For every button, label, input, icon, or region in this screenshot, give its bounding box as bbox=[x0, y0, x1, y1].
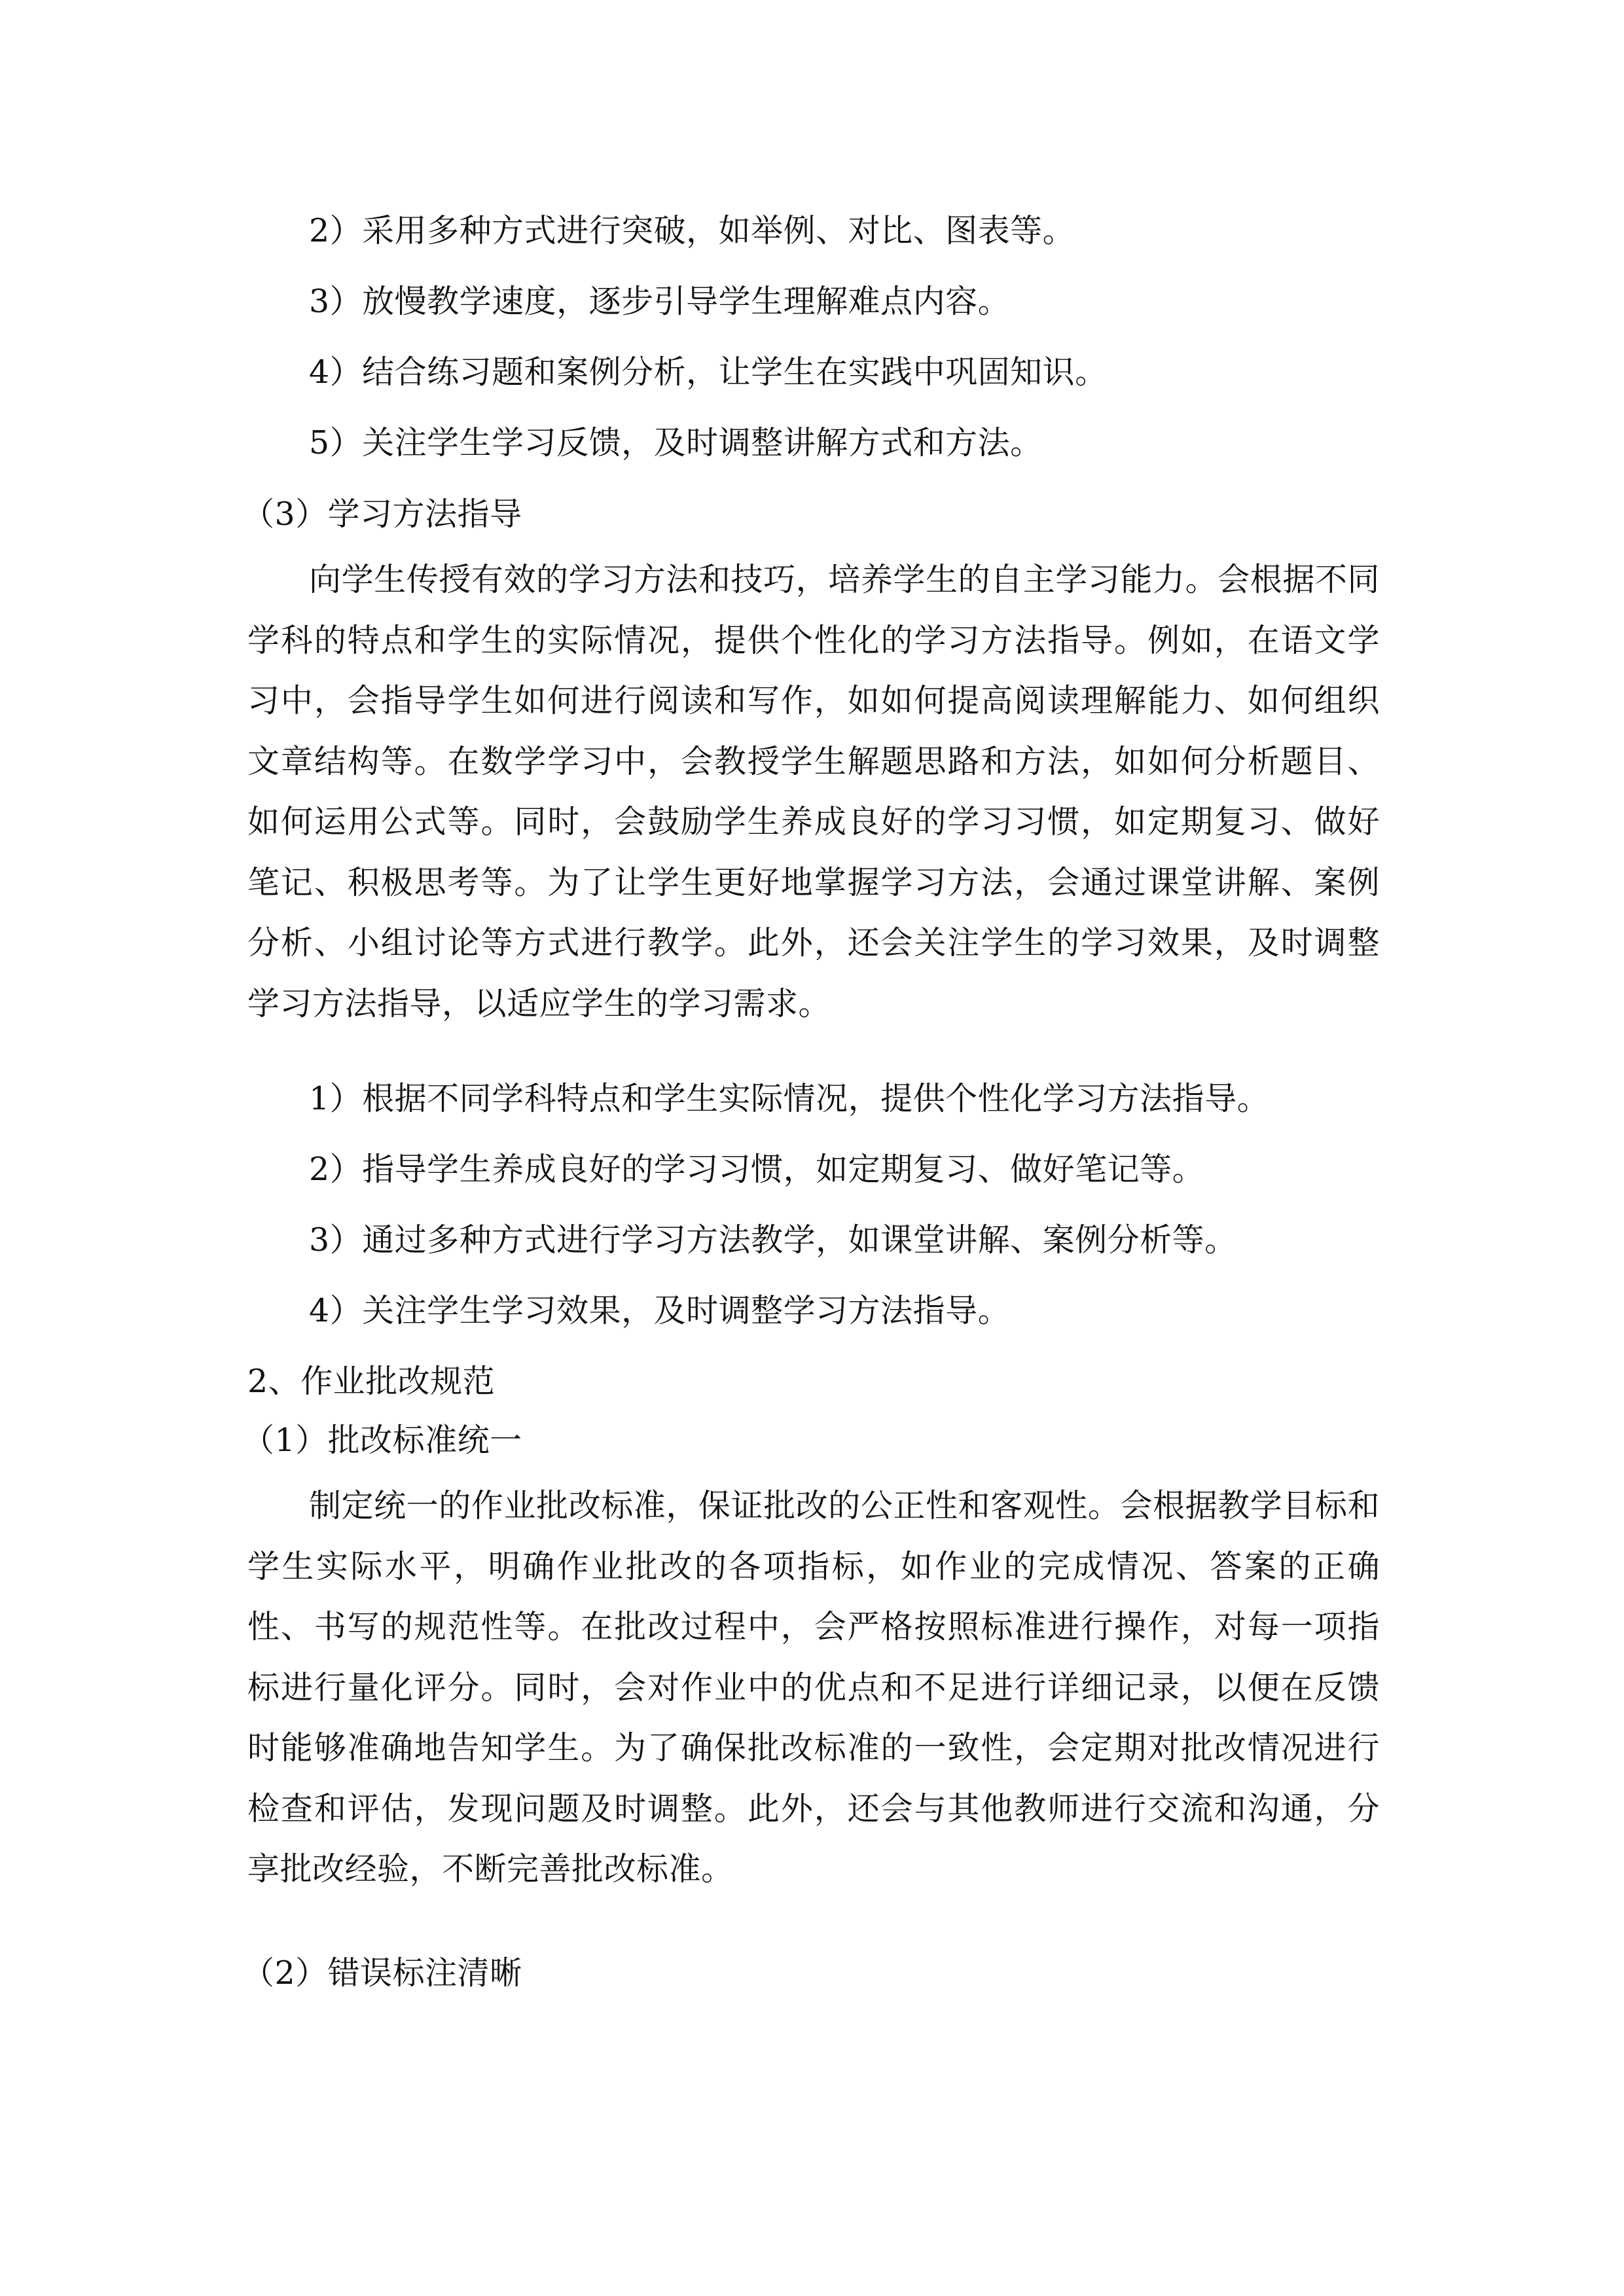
paragraph-text: 向学生传授有效的学习方法和技巧，培养学生的自主学习能力。会根据不同学科的特点和学生的实际情况，提供个性化的学习方法指导。例如，在语文学习中，会指导学生如何进行阅读和写作，如如何提高阅读理解能力、如何组织文章结构等。在数学学习中，会教授学生解题思路和方法，如如何分析题目、如何运用公式等。同时，会鼓励学生养成良好的学习习惯，如定期复习、做好笔记、积极思考等。为了让学生更好地掌握学习方法，会通过课堂讲解、案例分析、小组讨论等方式进行教学。此外，还会关注学生的学习效果，及时调整学习方法指导，以适应学生的学习需求。 bbox=[247, 561, 1380, 1022]
paragraph-learning-methods bbox=[247, 550, 1380, 1034]
paragraph-unified-standards bbox=[247, 1476, 1380, 1900]
subsection-heading-unified-standards: （1）批改标准统一 bbox=[242, 1422, 522, 1459]
list-item-a-3: 4）结合练习题和案例分析，让学生在实践中巩固知识。 bbox=[309, 353, 1108, 391]
list-item-b-4: 4）关注学生学习效果，及时调整学习方法指导。 bbox=[309, 1292, 1011, 1329]
list-item-a-2: 3）放慢教学速度，逐步引导学生理解难点内容。 bbox=[309, 283, 1011, 320]
list-item-b-1: 1）根据不同学科特点和学生实际情况，提供个性化学习方法指导。 bbox=[309, 1080, 1270, 1117]
section-heading-homework-grading: 2、作业批改规范 bbox=[247, 1363, 496, 1400]
list-item-a-4: 5）关注学生学习反馈，及时调整讲解方式和方法。 bbox=[309, 424, 1043, 461]
subsection-heading-clear-error-marking: （2）错误标注清晰 bbox=[242, 1954, 522, 1992]
section-heading-learning-methods: （3）学习方法指导 bbox=[242, 495, 522, 533]
list-item-b-3: 3）通过多种方式进行学习方法教学，如课堂讲解、案例分析等。 bbox=[309, 1221, 1237, 1259]
paragraph-text: 制定统一的作业批改标准，保证批改的公正性和客观性。会根据教学目标和学生实际水平，明确作业批改的各项指标，如作业的完成情况、答案的正确性、书写的规范性等。在批改过程中，会严格按照标准进行操作，对每一项指标进行量化评分。同时，会对作业中的优点和不足进行详细记录，以便在反馈时能够准确地告知学生。为了确保批改标准的一致性，会定期对批改情况进行检查和评估，发现问题及时调整。此外，还会与其他教师进行交流和沟通，分享批改经验，不断完善批改标准。 bbox=[247, 1487, 1380, 1888]
list-item-a-1: 2）采用多种方式进行突破，如举例、对比、图表等。 bbox=[309, 212, 1075, 249]
list-item-b-2: 2）指导学生养成良好的学习习惯，如定期复习、做好笔记等。 bbox=[309, 1151, 1205, 1188]
